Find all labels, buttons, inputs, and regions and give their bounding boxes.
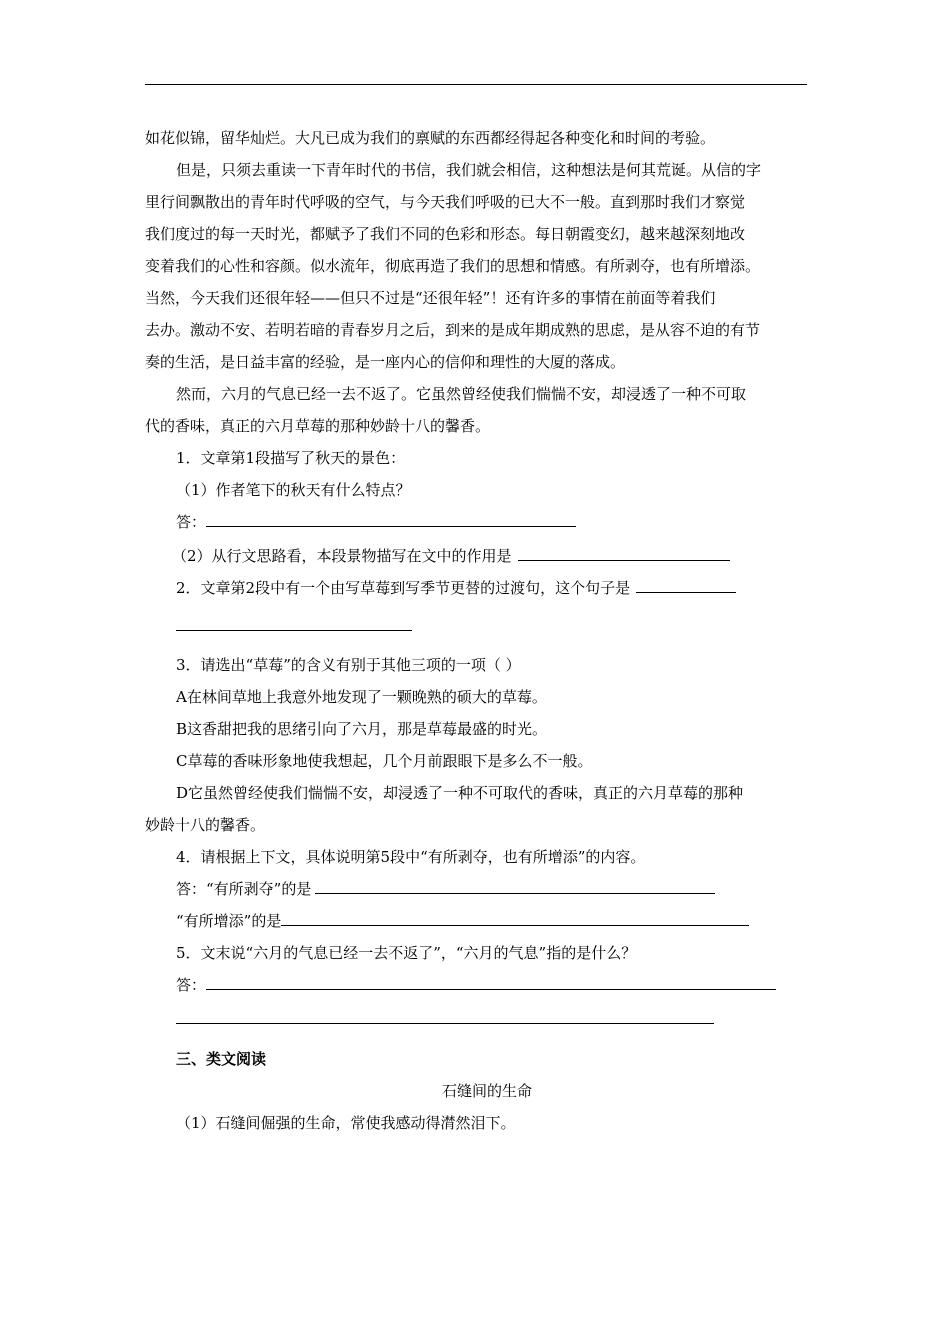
question-5: 5．文末说“六月的气息已经一去不返了”，“六月的气息”指的是什么？	[176, 944, 637, 962]
header-rule	[145, 84, 807, 85]
paragraph-line: 当然，今天我们还很年轻——但只不过是“还很年轻”！还有许多的事情在前面等着我们	[145, 289, 716, 307]
question-2-text: 2．文章第2段中有一个由写草莓到写季节更替的过渡句，这个句子是	[176, 579, 631, 597]
answer-label: 答：	[176, 976, 207, 994]
question-2	[176, 578, 736, 598]
paragraph-line: （1）石缝间倔强的生命，常使我感动得潸然泪下。	[176, 1114, 516, 1132]
answer-blank[interactable]	[636, 578, 736, 593]
answer-line-q1-1	[176, 512, 576, 532]
answer-line-q4a	[176, 879, 715, 899]
option-d: D它虽然曾经使我们惴惴不安，却浸透了一种不可取代的香味，真正的六月草莓的那种	[176, 784, 744, 802]
question-3: 3．请选出“草莓”的含义有别于其他三项的一项（ ）	[176, 656, 521, 674]
answer-label: 答：	[176, 513, 207, 531]
answer-label: “有所增添”的是	[176, 912, 282, 930]
paragraph-line: 去办。激动不安、若明若暗的青春岁月之后，到来的是成年期成熟的思虑，是从容不迫的有节	[145, 321, 761, 339]
answer-blank-continued[interactable]	[176, 1023, 714, 1024]
option-a: A在林间草地上我意外地发现了一颗晚熟的硕大的草莓。	[176, 688, 547, 706]
option-b: B这香甜把我的思绪引向了六月，那是草莓最盛的时光。	[176, 720, 548, 738]
question-1-2-text: （2）从行文思路看，本段景物描写在文中的作用是	[172, 547, 512, 565]
paragraph-line: 奏的生活，是日益丰富的经验，是一座内心的信仰和理性的大厦的落成。	[145, 353, 626, 371]
paragraph-line: 如花似锦，留华灿烂。大凡已成为我们的禀赋的东西都经得起各种变化和时间的考验。	[145, 129, 716, 147]
answer-blank[interactable]	[206, 512, 576, 527]
answer-line-q4b	[176, 911, 749, 931]
paragraph-line: 变着我们的心性和容颜。似水流年，彻底再造了我们的思想和情感。有所剥夺，也有所增添。	[145, 257, 761, 275]
answer-blank[interactable]	[206, 975, 776, 990]
paragraph-line: 但是，只须去重读一下青年时代的书信，我们就会相信，这种想法是何其荒诞。从信的字	[176, 161, 762, 179]
article-title: 石缝间的生命	[442, 1082, 533, 1100]
answer-blank[interactable]	[315, 879, 715, 894]
section-heading: 三、类文阅读	[176, 1050, 267, 1068]
question-1-2	[172, 546, 730, 566]
paragraph-line: 我们度过的每一天时光，都赋予了我们不同的色彩和形态。每日朝霞变幻，越来越深刻地改	[145, 225, 746, 243]
option-d-continued: 妙龄十八的馨香。	[145, 816, 266, 834]
answer-blank[interactable]	[281, 911, 749, 926]
paragraph-line: 然而，六月的气息已经一去不返了。它虽然曾经使我们惴惴不安，却浸透了一种不可取	[176, 385, 747, 403]
question-1-1: （1）作者笔下的秋天有什么特点？	[176, 481, 411, 499]
question-1: 1．文章第1段描写了秋天的景色：	[176, 449, 406, 467]
answer-blank-continued[interactable]	[176, 630, 412, 631]
paragraph-line: 代的香味，真正的六月草莓的那种妙龄十八的馨香。	[145, 417, 491, 435]
answer-line-q5	[176, 975, 776, 995]
answer-label: 答：“有所剥夺”的是	[176, 880, 312, 898]
question-4: 4．请根据上下文，具体说明第5段中“有所剥夺，也有所增添”的内容。	[176, 848, 646, 866]
answer-blank[interactable]	[518, 546, 730, 561]
option-c: C草莓的香味形象地使我想起，几个月前跟眼下是多么不一般。	[176, 752, 593, 770]
paragraph-line: 里行间飘散出的青年时代呼吸的空气，与今天我们呼吸的已大不一般。直到那时我们才察觉	[145, 193, 746, 211]
